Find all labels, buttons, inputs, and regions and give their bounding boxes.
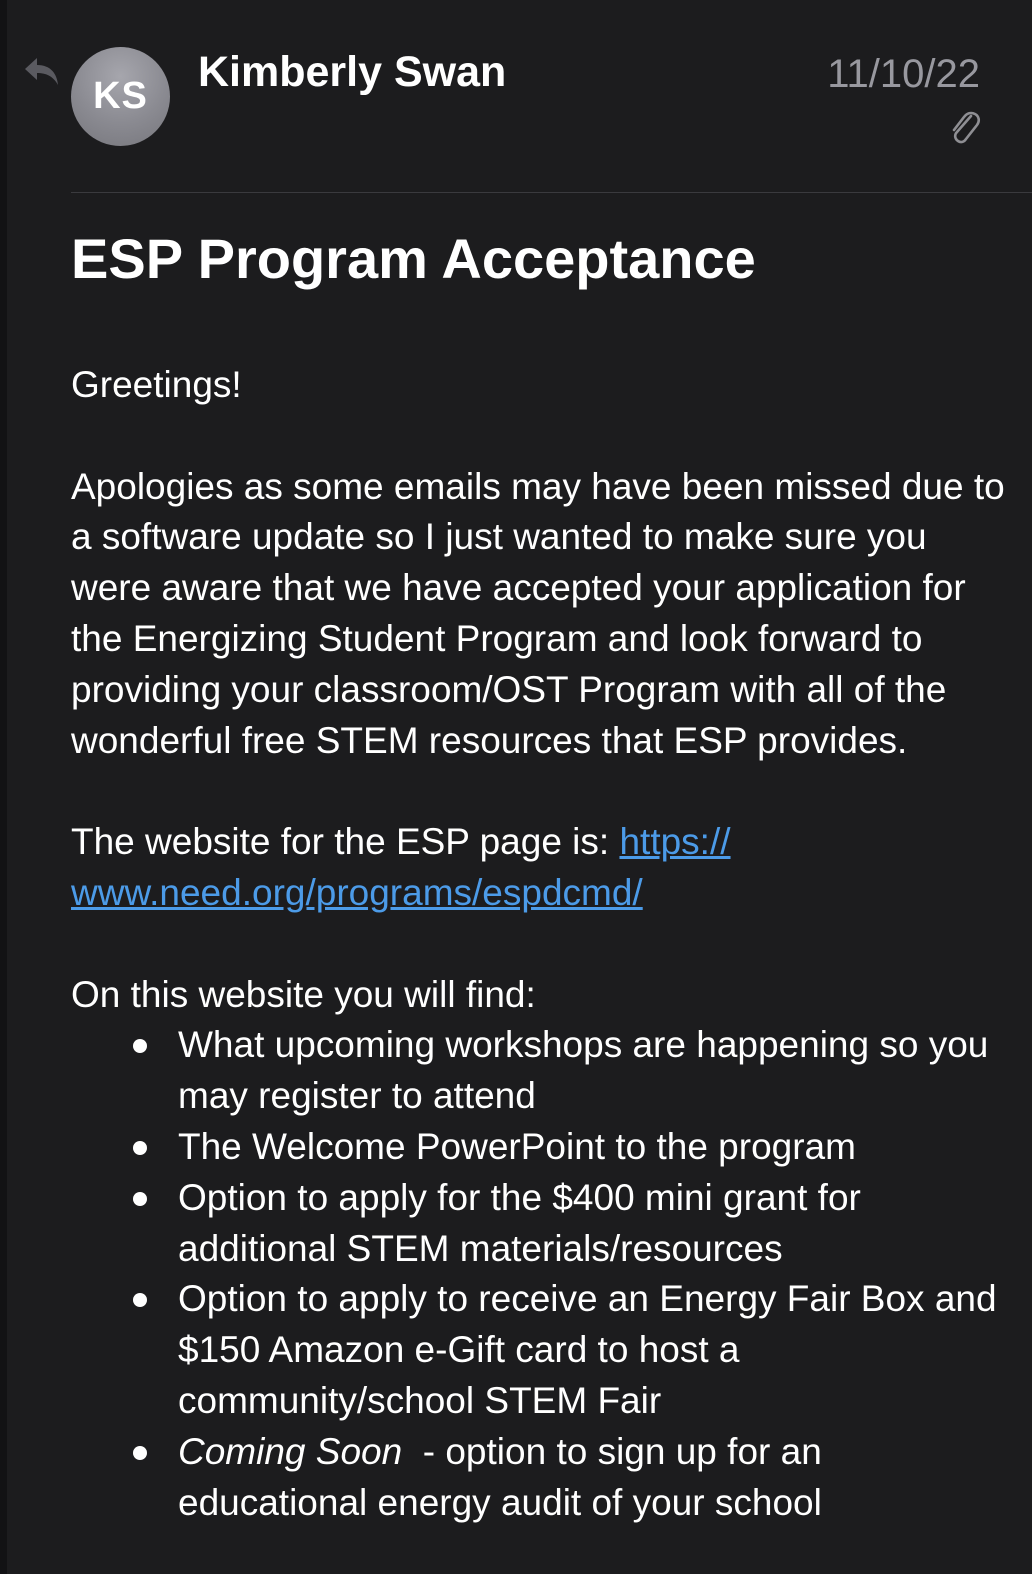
- left-edge: [0, 0, 7, 1574]
- email-subject: ESP Program Acceptance: [71, 227, 756, 290]
- list-item-text: - option to sign up for an educational energy audit of your school: [178, 1430, 833, 1523]
- website-link[interactable]: https:// www.need.org/programs/espdcmd/: [71, 821, 731, 913]
- spacer: [71, 766, 1011, 817]
- avatar-initials: KS: [93, 75, 148, 117]
- body-paragraph: Apologies as some emails may have been missed due to a software update so I just wanted to make sure you were aware that we have accepted your application for the Energizing Student Program and look forward to providing your classroom/OST Program with all of the wonderful free STEM resources that ESP provides.: [71, 465, 1005, 761]
- feature-list: [71, 1020, 1011, 1528]
- message-date: 11/10/22: [827, 52, 980, 96]
- spacer: [71, 919, 1011, 970]
- list-item: [71, 1427, 1011, 1529]
- paperclip-icon: [946, 108, 982, 148]
- list-item: The Welcome PowerPoint to the program: [71, 1122, 1011, 1173]
- website-intro: The website for the ESP page is:: [71, 821, 620, 863]
- reply-arrow-icon[interactable]: [22, 52, 62, 92]
- coming-soon-label: Coming Soon: [178, 1430, 403, 1472]
- email-body: [71, 360, 1011, 1528]
- list-item: Option to apply to receive an Energy Fair Box and $150 Amazon e-Gift card to host a community/school STEM Fair: [71, 1274, 1011, 1426]
- avatar[interactable]: [71, 47, 170, 146]
- spacer: [71, 411, 1011, 462]
- sender-name[interactable]: Kimberly Swan: [198, 48, 507, 96]
- greeting: Greetings!: [71, 364, 242, 405]
- list-intro: On this website you will find:: [71, 973, 536, 1015]
- header-divider: [71, 192, 1032, 193]
- list-item: Option to apply for the $400 mini grant for additional STEM materials/resources: [71, 1173, 1011, 1275]
- website-line: [71, 817, 1011, 919]
- list-item: What upcoming workshops are happening so you may register to attend: [71, 1020, 1011, 1122]
